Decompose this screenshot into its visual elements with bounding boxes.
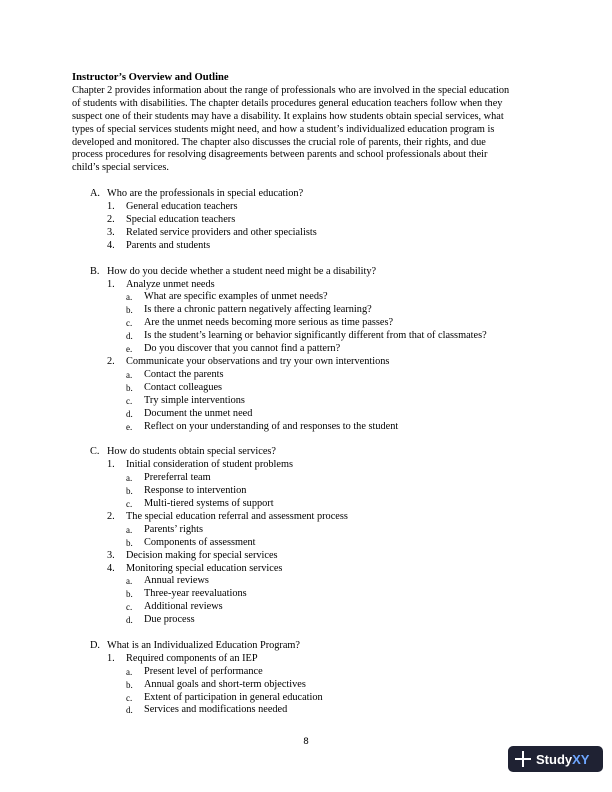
intro-line: of students with disabilities. The chapter details procedures general education teachers follow when they (72, 97, 503, 109)
outline-subitem-marker: b. (126, 537, 133, 548)
outline-subitem (72, 304, 542, 317)
intro-paragraph (72, 85, 542, 175)
outline-subitem-text: Three-year reevaluations (144, 588, 247, 600)
section-heading-text: How do students obtain special services? (107, 446, 276, 458)
outline-subitem (72, 382, 542, 395)
outline-subitem-marker: c. (126, 692, 133, 703)
section-heading-marker: C. (90, 446, 100, 458)
outline-subitem-text: Reflect on your understanding of and responses to the student (144, 420, 399, 432)
outline-subitem-marker: b. (126, 486, 133, 497)
outline-item-text: The special education referral and assessment process (126, 510, 348, 522)
outline-subitem-text: Contact the parents (144, 368, 224, 380)
outline-subitem (72, 679, 542, 692)
outline-subitem-text: Components of assessment (144, 536, 256, 548)
outline-subitem-text: Contact colleagues (144, 381, 223, 393)
outline-subitem (72, 291, 542, 304)
outline-subitem (72, 343, 542, 356)
outline-subitem-marker: a. (126, 473, 133, 484)
outline-subitem (72, 369, 542, 382)
outline-subitem-text: Is the student’s learning or behavior significantly different from that of classmates? (144, 330, 487, 342)
section-heading (72, 640, 542, 653)
section-heading-text: What is an Individualized Education Program? (107, 639, 301, 651)
outline-subitem-marker: c. (126, 395, 133, 406)
outline-subitem-text: Annual goals and short-term objectives (144, 678, 306, 690)
outline-subitem-text: Multi-tiered systems of support (144, 497, 274, 509)
outline-item (72, 563, 542, 576)
outline-subitem-marker: e. (126, 421, 133, 432)
outline-item (72, 201, 542, 214)
outline-subitem-marker: c. (126, 318, 133, 329)
outline-subitem-text: What are specific examples of unmet needs? (144, 291, 328, 303)
outline-subitem (72, 408, 542, 421)
outline-item-marker: 2. (107, 214, 115, 226)
outline-item-text: Decision making for special services (126, 549, 278, 561)
outline-item-marker: 4. (107, 562, 115, 574)
outline-subitem-marker: a. (126, 524, 133, 535)
outline-item-marker: 2. (107, 356, 115, 368)
outline-item-text: Communicate your observations and try your own interventions (126, 356, 390, 368)
outline-item (72, 511, 542, 524)
outline-item-marker: 1. (107, 278, 115, 290)
outline-item-text: General education teachers (126, 201, 238, 213)
outline-subitem-marker: a. (126, 369, 133, 380)
outline-subitem-text: Response to intervention (144, 485, 247, 497)
outline-item-marker: 1. (107, 459, 115, 471)
outline-subitem-text: Services and modifications needed (144, 704, 288, 716)
outline-subitem (72, 485, 542, 498)
outline-section (72, 640, 542, 717)
outline-item-text: Required components of an IEP (126, 652, 258, 664)
outline-subitem-text: Is there a chronic pattern negatively affecting learning? (144, 304, 372, 316)
outline-item (72, 356, 542, 369)
section-heading-text: How do you decide whether a student need might be a disability? (107, 265, 377, 277)
intro-line: Chapter 2 provides information about the range of professionals who are involved in the special education (72, 84, 510, 96)
outline-subitem (72, 537, 542, 550)
outline-subitem-text: Document the unmet need (144, 407, 253, 419)
outline-subitem-marker: c. (126, 602, 133, 613)
outline-subitem-marker: b. (126, 305, 133, 316)
outline-subitem (72, 421, 542, 434)
outline-subitem-marker: b. (126, 589, 133, 600)
outline-item-marker: 4. (107, 239, 115, 251)
outline-item (72, 459, 542, 472)
outline-item-text: Related service providers and other specialists (126, 226, 317, 238)
outline-subitem (72, 704, 542, 717)
outline-subitem-marker: e. (126, 344, 133, 355)
outline-subitem (72, 395, 542, 408)
outline-subitem-marker: d. (126, 615, 133, 626)
outline-subitem (72, 472, 542, 485)
outline-subitem (72, 575, 542, 588)
outline-subitem (72, 588, 542, 601)
outline-subitem-text: Due process (144, 614, 195, 626)
section-heading-marker: B. (90, 265, 100, 277)
section-heading (72, 446, 542, 459)
outline-item-marker: 2. (107, 510, 115, 522)
outline-subitem-marker: b. (126, 382, 133, 393)
section-heading-marker: A. (90, 188, 101, 200)
page-number: 8 (303, 736, 309, 747)
outline-subitem (72, 692, 542, 705)
outline-subitem-text: Annual reviews (144, 575, 209, 587)
outline-item (72, 550, 542, 563)
outline-subitem-text: Parents’ rights (144, 523, 204, 535)
intro-line: suspect one of their students may have a disability. It explains how students obtain special services, what (72, 110, 504, 122)
outline-subitem (72, 614, 542, 627)
outline-subitem-marker: d. (126, 331, 133, 342)
outline-item (72, 653, 542, 666)
brand-suffix: XY (572, 751, 590, 767)
outline-section (72, 446, 542, 627)
outline-item-text: Initial consideration of student problems (126, 459, 294, 471)
outline-item-marker: 3. (107, 226, 115, 238)
outline-subitem-marker: b. (126, 679, 133, 690)
intro-line: process procedures for resolving disagreements between parents and school professionals about their (72, 149, 488, 161)
outline-subitem (72, 601, 542, 614)
outline-section (72, 266, 542, 434)
outline-subitem (72, 524, 542, 537)
outline-subitem-text: Are the unmet needs becoming more serious as time passes? (144, 317, 394, 329)
outline-item-marker: 3. (107, 549, 115, 561)
outline-subitem-text: Do you discover that you cannot find a pattern? (144, 343, 341, 355)
outline-subitem-text: Present level of performance (144, 665, 263, 677)
outline-subitem-marker: c. (126, 498, 133, 509)
outline-subitem (72, 666, 542, 679)
outline-item-text: Special education teachers (126, 214, 236, 226)
section-heading (72, 266, 542, 279)
outline-subitem (72, 317, 542, 330)
document-page (72, 72, 542, 717)
studyxy-badge[interactable] (508, 746, 603, 772)
intro-line: types of special services students might need, and how a student’s individualized education program is (72, 123, 495, 135)
outline-subitem-marker: a. (126, 292, 133, 303)
plus-icon (515, 751, 531, 767)
outline-item (72, 240, 542, 253)
outline-item (72, 214, 542, 227)
outline-subitem-text: Try simple interventions (144, 394, 245, 406)
outline-subitem-marker: a. (126, 666, 133, 677)
outline-section (72, 188, 542, 253)
page-title: Instructor’s Overview and Outline (72, 72, 229, 83)
outline-subitem (72, 330, 542, 343)
outline-subitem-marker: a. (126, 576, 133, 587)
brand-prefix: Study (536, 751, 573, 767)
outline-subitem (72, 498, 542, 511)
section-heading (72, 188, 542, 201)
intro-line: child’s special services. (72, 162, 169, 174)
outline (72, 188, 542, 717)
outline-item-marker: 1. (107, 652, 115, 664)
section-heading-marker: D. (90, 639, 101, 651)
intro-line: developed and monitored. The chapter also discusses the crucial role of parents, their rights, and due (72, 136, 486, 148)
outline-subitem-marker: d. (126, 408, 133, 419)
outline-item-text: Analyze unmet needs (126, 278, 215, 290)
outline-item (72, 279, 542, 292)
outline-subitem-marker: d. (126, 705, 133, 716)
outline-item-text: Parents and students (126, 239, 211, 251)
outline-subitem-text: Prereferral team (144, 472, 211, 484)
outline-subitem-text: Extent of participation in general education (144, 691, 323, 703)
outline-item-marker: 1. (107, 201, 115, 213)
outline-item (72, 227, 542, 240)
outline-item-text: Monitoring special education services (126, 562, 283, 574)
section-heading-text: Who are the professionals in special education? (107, 188, 304, 200)
outline-subitem-text: Additional reviews (144, 601, 223, 613)
